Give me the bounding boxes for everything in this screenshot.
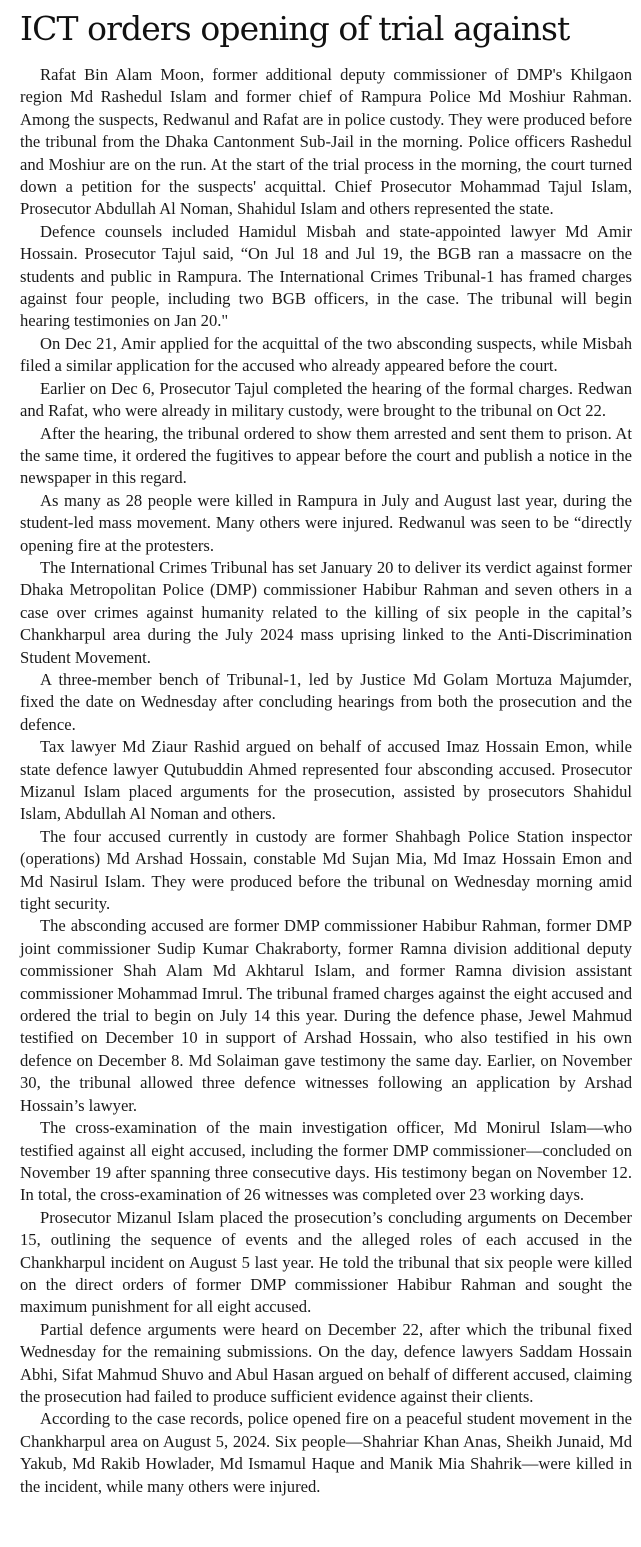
article-paragraph: The cross-examination of the main investigation officer, Md Monirul Islam—who testified against all eight accused, including the former DMP commissioner—concluded on November 19 after spanning three consecutive days. His testimony began on November 12. In total, the cross-examination of 26 witnesses was completed over 23 working days. (20, 1118, 632, 1205)
article-paragraph: Defence counsels included Hamidul Misbah and state-appointed lawyer Md Amir Hossain. Prosecutor Tajul said, “On Jul 18 and Jul 19, the BGB ran a massacre on the students and public in Rampura. The International Crimes Tribunal-1 has framed charges against four people, including two BGB officers, in the case. The tribunal will begin hearing testimonies on Jan 20." (20, 221, 632, 331)
article-paragraph: The absconding accused are former DMP commissioner Habibur Rahman, former DMP joint commissioner Sudip Kumar Chakraborty, former Ramna division additional deputy commissioner Shah Alam Md Akhtarul Islam, and former Ramna division assistant commissioner Mohammad Imrul. The tribunal framed charges against the eight accused and ordered the trial to begin on July 14 this year. During the defence phase, Jewel Mahmud testified on December 10 in support of Arshad Hossain, who also testified in his own defence on December 8. Md Solaiman gave testimony the same day. Earlier, on November 30, the tribunal allowed three defence witnesses following an application by Arshad Hossain’s lawyer. (20, 916, 632, 1115)
article-paragraph: The International Crimes Tribunal has set January 20 to deliver its verdict against former Dhaka Metropolitan Police (DMP) commissioner Habibur Rahman and seven others in a case over crimes against humanity related to the killing of six people in the capital’s Chankharpul area during the July 2024 mass uprising linked to the Anti-Discrimination Student Movement. (20, 557, 632, 667)
article-paragraph: Tax lawyer Md Ziaur Rashid argued on behalf of accused Imaz Hossain Emon, while state defence lawyer Qutubuddin Ahmed represented four absconding accused. Prosecutor Mizanul Islam placed arguments for the prosecution, assisted by prosecutors Shahidul Islam, Abdullah Al Noman and others. (20, 737, 632, 824)
article-paragraph: On Dec 21, Amir applied for the acquittal of the two absconding suspects, while Misbah filed a similar application for the accused who already appeared before the court. (20, 333, 632, 376)
article-paragraph: According to the case records, police opened fire on a peaceful student movement in the Chankharpul area on August 5, 2024. Six people—Shahriar Khan Anas, Sheikh Junaid, Md Yakub, Md Rakib Howlader, Md Ismamul Haque and Manik Mia Shahrik—were killed in the incident, while many others were injured. (20, 1409, 632, 1496)
article-paragraph: After the hearing, the tribunal ordered to show them arrested and sent them to prison. At the same time, it ordered the fugitives to appear before the court and publish a notice in the newspaper in this regard. (20, 423, 632, 488)
article-paragraph: Earlier on Dec 6, Prosecutor Tajul completed the hearing of the formal charges. Redwan and Rafat, who were already in military custody, were brought to the tribunal on Oct 22. (20, 378, 632, 421)
article-paragraph: The four accused currently in custody are former Shahbagh Police Station inspector (operations) Md Arshad Hossain, constable Md Sujan Mia, Md Imaz Hossain Emon and Md Nasirul Islam. They were produced before the tribunal on Wednesday morning amid tight security. (20, 826, 632, 914)
article-headline: ICT orders opening of trial against (20, 9, 570, 48)
article-body (20, 64, 632, 1498)
article-paragraph: Partial defence arguments were heard on December 22, after which the tribunal fixed Wednesday for the remaining submissions. On the day, defence lawyers Saddam Hossain Abhi, Sifat Mahmud Shuvo and Abul Hasan argued on behalf of different accused, claiming the prosecution had failed to produce sufficient evidence against their clients. (20, 1319, 632, 1406)
article-paragraph: A three-member bench of Tribunal-1, led by Justice Md Golam Mortuza Majumder, fixed the date on Wednesday after concluding hearings from both the prosecution and the defence. (20, 669, 632, 734)
article-paragraph: As many as 28 people were killed in Rampura in July and August last year, during the student-led mass movement. Many others were injured. Redwanul was seen to be “directly opening fire at the protesters. (20, 490, 632, 555)
article-paragraph: Prosecutor Mizanul Islam placed the prosecution’s concluding arguments on December 15, outlining the sequence of events and the alleged roles of each accused in the Chankharpul incident on August 5 last year. He told the tribunal that six people were killed on the direct orders of former DMP commissioner Habibur Rahman and sought the maximum punishment for all eight accused. (20, 1207, 632, 1317)
article-paragraph: Rafat Bin Alam Moon, former additional deputy commissioner of DMP's Khilgaon region Md Rashedul Islam and former chief of Rampura Police Md Moshiur Rahman. Among the suspects, Redwanul and Rafat are in police custody. They were produced before the tribunal from the Dhaka Cantonment Sub-Jail in the morning. Police officers Rashedul and Moshiur are on the run. At the start of the trial process in the morning, the court turned down a petition for the suspects' acquittal. Chief Prosecutor Mohammad Tajul Islam, Prosecutor Abdullah Al Noman, Shahidul Islam and others represented the state. (20, 65, 632, 219)
